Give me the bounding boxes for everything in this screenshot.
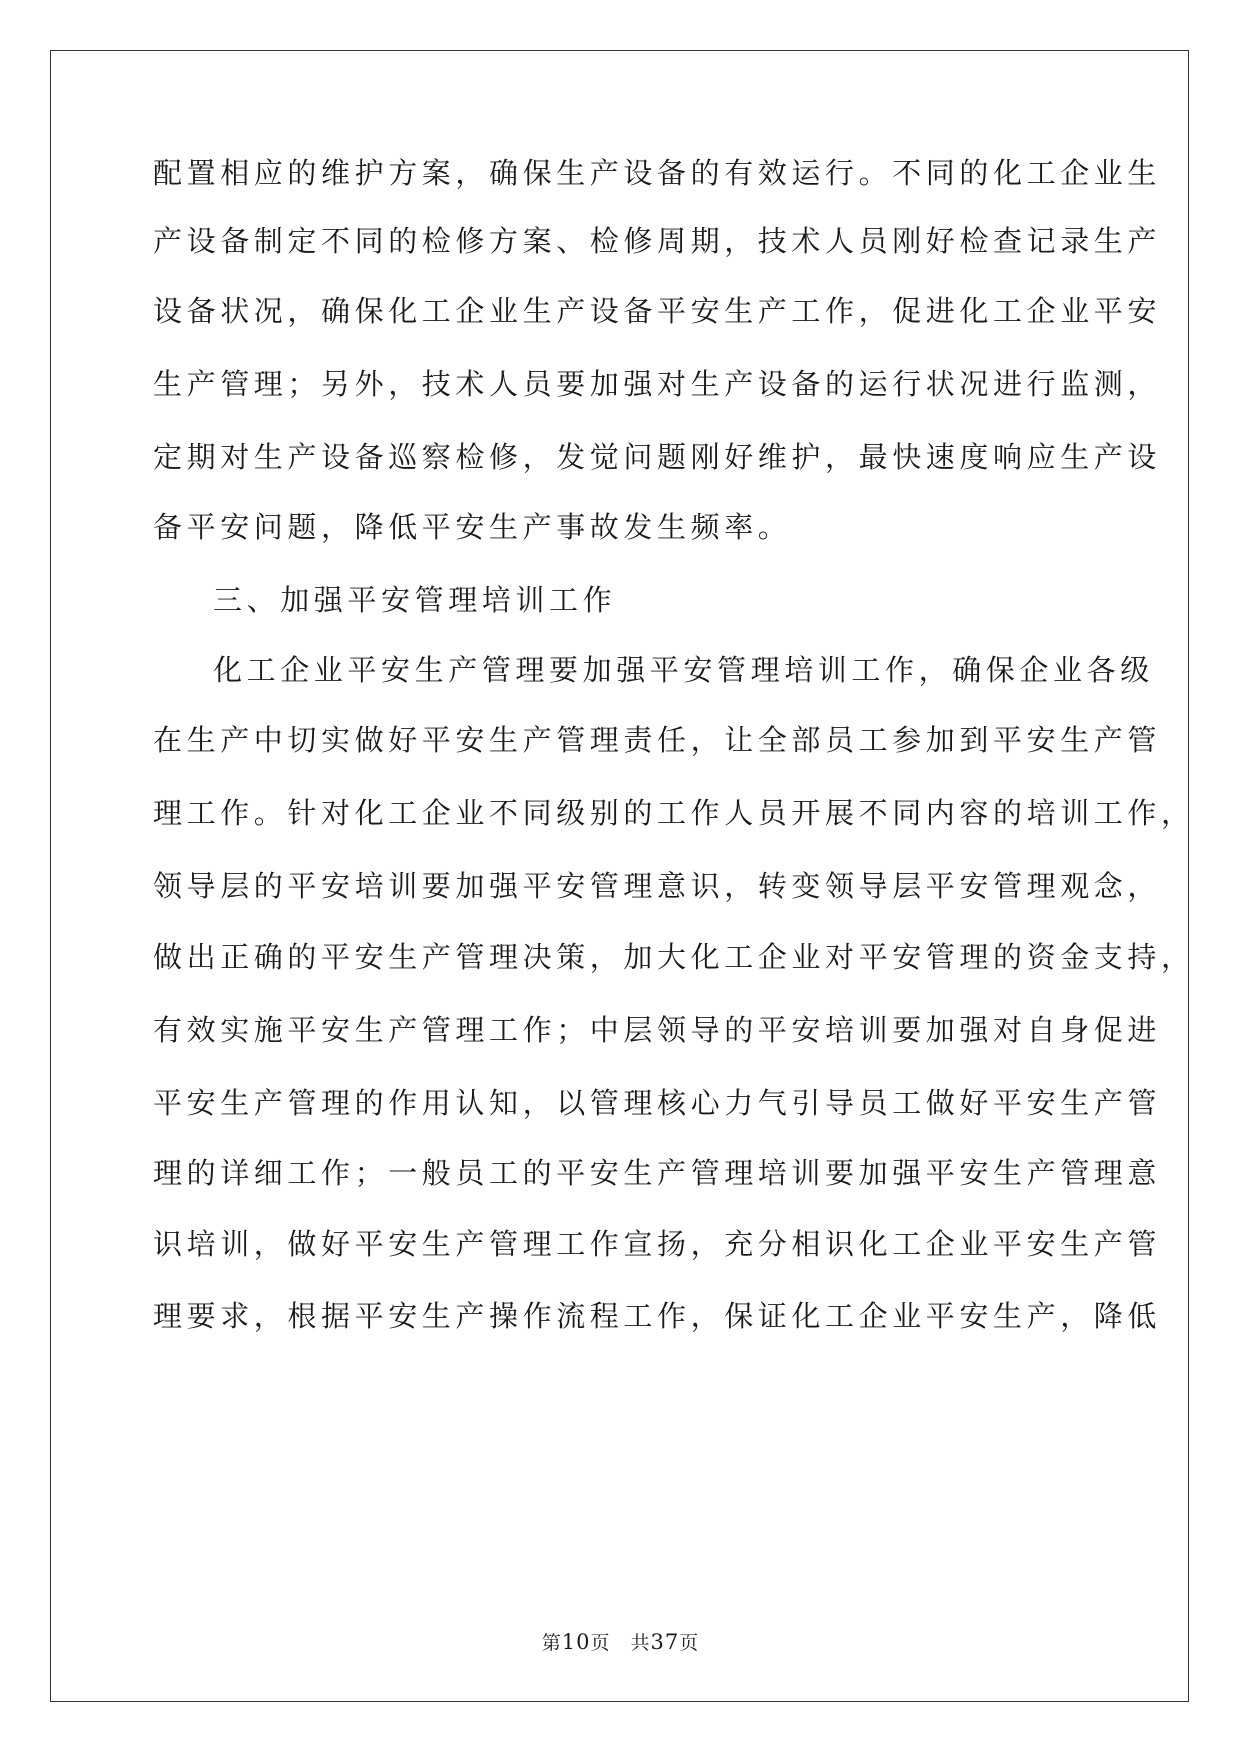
text-line: 理要求，根据平安生产操作流程工作，保证化工企业平安生产，降低 [153,1299,1162,1333]
section-heading: 三、加强平安管理培训工作 [213,583,617,617]
page-prefix: 第 [541,1632,562,1654]
text-line: 备平安问题，降低平安生产事故发生频率。 [153,510,792,544]
text-line: 平安生产管理的作用认知，以管理核心力气引导员工做好平安生产管 [153,1086,1162,1120]
text-line: 产设备制定不同的检修方案、检修周期，技术人员刚好检查记录生产 [153,224,1162,258]
text-line: 做出正确的平安生产管理决策，加大化工企业对平安管理的资金支持， [153,940,1195,974]
text-line: 理工作。针对化工企业不同级别的工作人员开展不同内容的培训工作， [153,796,1195,830]
text-line: 有效实施平安生产管理工作；中层领导的平安培训要加强对自身促进 [153,1013,1162,1047]
text-line: 化工企业平安生产管理要加强平安管理培训工作，确保企业各级 [213,653,1154,687]
text-line: 识培训，做好平安生产管理工作宣扬，充分相识化工企业平安生产管 [153,1227,1162,1261]
text-line: 定期对生产设备巡察检修，发觉问题刚好维护，最快速度响应生产设 [153,440,1162,474]
page-mid: 页 共 [590,1632,651,1654]
text-line: 配置相应的维护方案，确保生产设备的有效运行。不同的化工企业生 [153,156,1162,190]
text-line: 领导层的平安培训要加强平安管理意识，转变领导层平安管理观念， [153,869,1162,903]
page-suffix: 页 [679,1632,700,1654]
text-line: 在生产中切实做好平安生产管理责任，让全部员工参加到平安生产管 [153,723,1162,757]
current-page-number: 10 [561,1630,591,1654]
total-page-number: 37 [650,1630,680,1654]
text-line: 理的详细工作；一般员工的平安生产管理培训要加强平安生产管理意 [153,1156,1162,1190]
page-footer [0,1630,1241,1655]
text-line: 生产管理；另外，技术人员要加强对生产设备的运行状况进行监测， [153,367,1162,401]
text-line: 设备状况，确保化工企业生产设备平安生产工作，促进化工企业平安 [153,294,1162,328]
